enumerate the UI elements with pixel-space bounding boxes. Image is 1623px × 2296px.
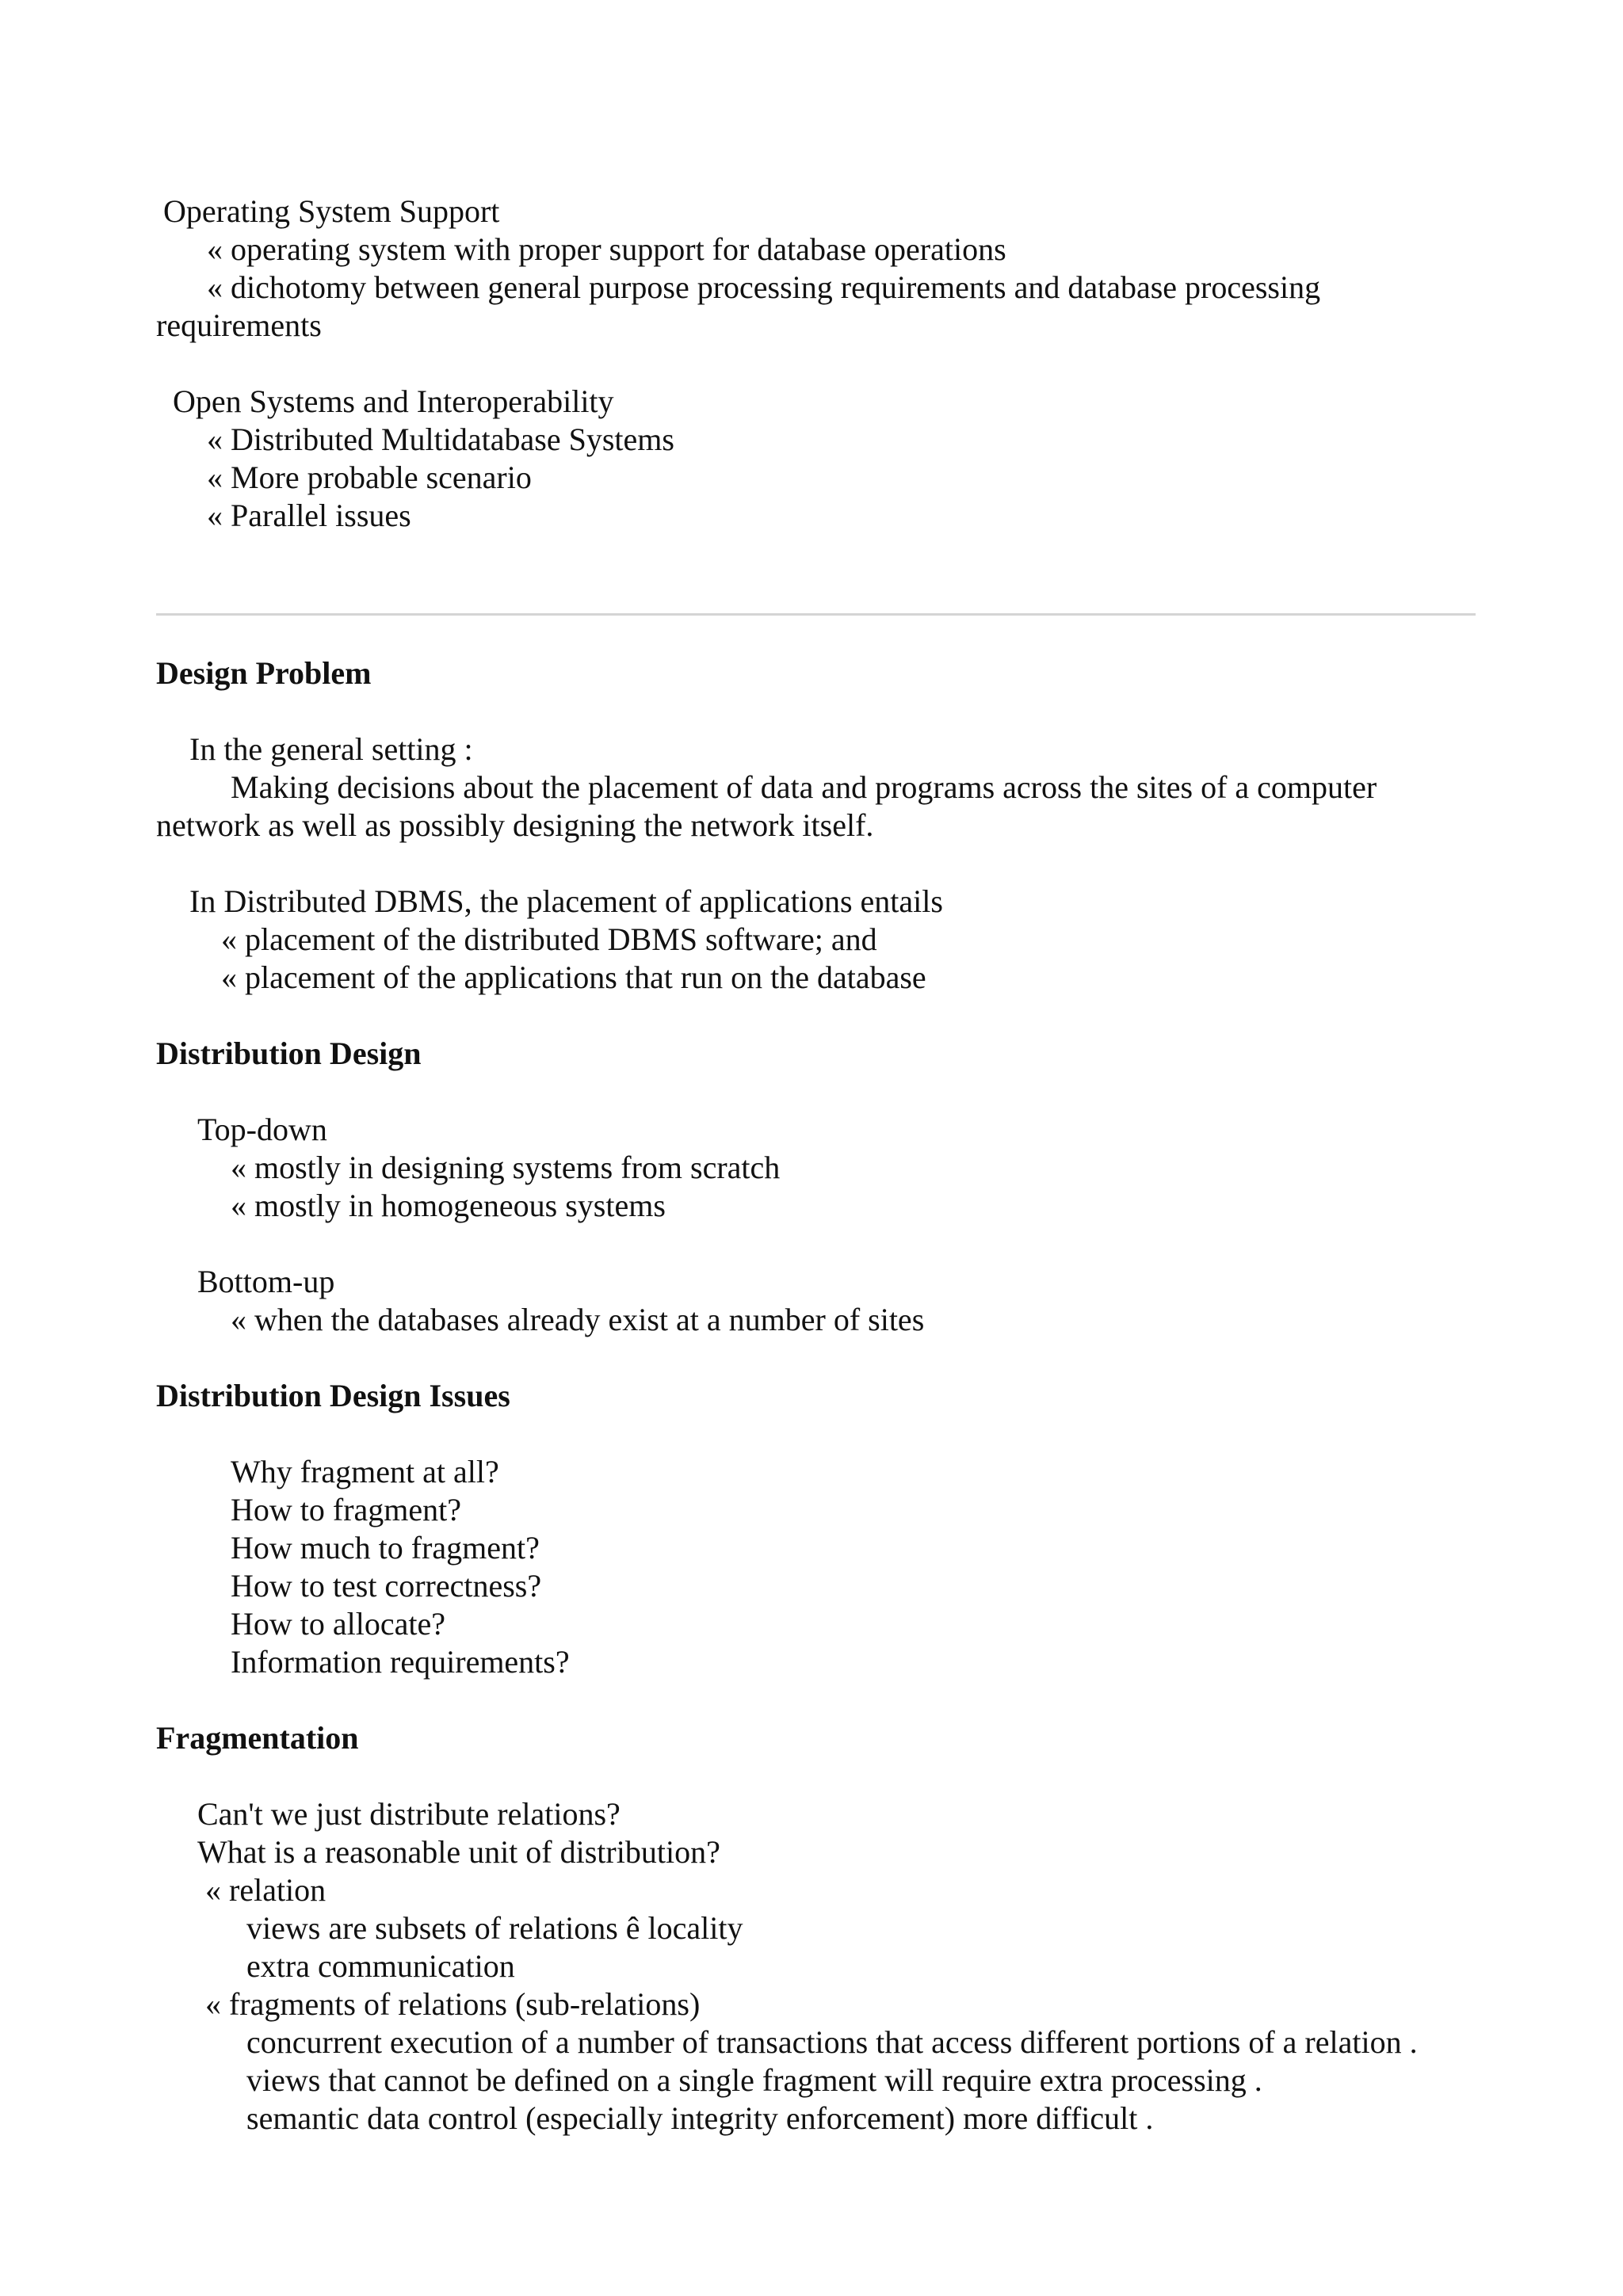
issue-line: Why fragment at all? [231,1454,499,1489]
issue-line: Information requirements? [231,1644,570,1680]
fragmentation-subitem: semantic data control (especially integrity enforcement) more difficult . [246,2100,1154,2136]
design-problem-item: « placement of the applications that run on the database [221,959,926,995]
fragmentation-subitem: concurrent execution of a number of transactions that access different portions of a relation . [246,2024,1418,2060]
os-support-item: « operating system with proper support for database operations [207,231,1006,267]
distribution-design-line: Bottom-up [197,1264,335,1299]
horizontal-divider [156,613,1476,616]
issue-line: How to allocate? [231,1606,445,1642]
os-support-item-continuation: requirements [156,307,322,343]
fragmentation-item: « relation [205,1872,327,1908]
design-problem-heading: Design Problem [156,655,372,691]
open-systems-item: « More probable scenario [207,460,532,495]
fragmentation-item: « fragments of relations (sub-relations) [205,1986,701,2022]
fragmentation-subitem: extra communication [246,1948,515,1984]
distribution-design-item: « mostly in homogeneous systems [231,1188,666,1223]
fragmentation-heading: Fragmentation [156,1720,359,1756]
issue-line: How to test correctness? [231,1568,542,1604]
fragmentation-subitem: views are subsets of relations ê locality [246,1910,743,1946]
fragmentation-line: What is a reasonable unit of distribution? [197,1834,720,1870]
distribution-design-issues-heading: Distribution Design Issues [156,1378,510,1413]
issue-line: How much to fragment? [231,1530,540,1566]
distribution-design-item: « mostly in designing systems from scratch [231,1150,781,1185]
design-problem-line: network as well as possibly designing the network itself. [156,807,874,843]
os-support-item: « dichotomy between general purpose processing requirements and database processing [207,269,1321,305]
distribution-design-heading: Distribution Design [156,1035,422,1071]
issue-line: How to fragment? [231,1492,462,1527]
fragmentation-subitem: views that cannot be defined on a single fragment will require extra processing . [246,2062,1262,2098]
design-problem-line: In Distributed DBMS, the placement of applications entails [189,883,943,919]
design-problem-item: « placement of the distributed DBMS software; and [221,921,877,957]
fragmentation-line: Can't we just distribute relations? [197,1796,621,1832]
os-support-title: Operating System Support [163,193,500,229]
distribution-design-line: Top-down [197,1112,327,1147]
open-systems-item: « Distributed Multidatabase Systems [207,421,674,457]
open-systems-title: Open Systems and Interoperability [173,383,614,419]
design-problem-line: Making decisions about the placement of data and programs across the sites of a computer [231,769,1377,805]
distribution-design-item: « when the databases already exist at a number of sites [231,1302,925,1337]
design-problem-line: In the general setting : [189,731,473,767]
open-systems-item: « Parallel issues [207,498,411,533]
